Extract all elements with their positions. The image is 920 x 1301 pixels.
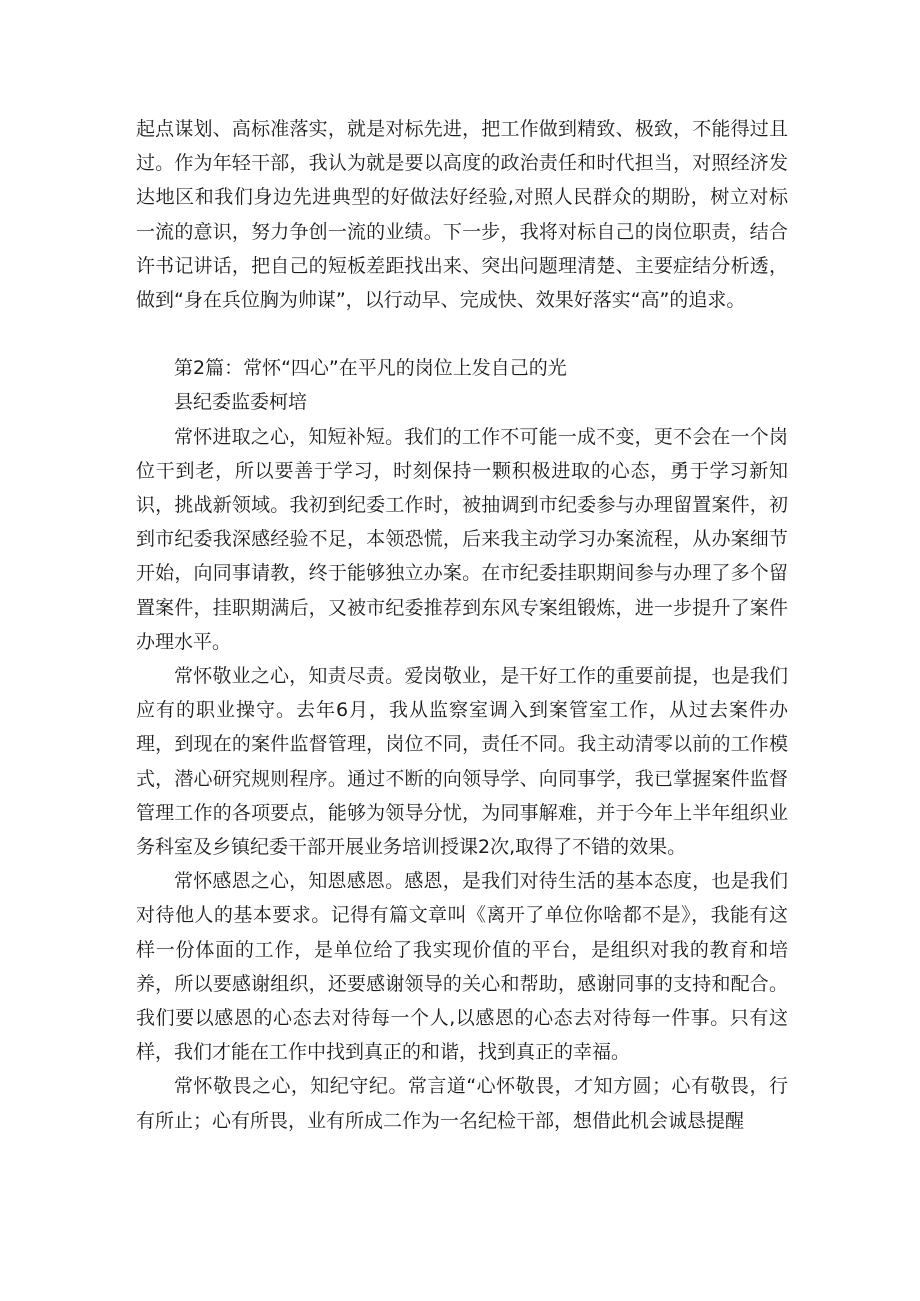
body-paragraph: 常怀感恩之心，知恩感恩。感恩，是我们对待生活的基本态度，也是我们对待他人的基本要求。记得有篇文章叫《离开了单位你啥都不是》，我能有这样一份体面的工作，是单位给了我实现价值的平台，是组织对我的教育和培养，所以要感谢组织，还要感谢领导的关心和帮助，感谢同事的支持和配合。我们要以感恩的心态去对待每一个人,以感恩的心态去对待每一件事。只有这样，我们才能在工作中找到真正的和谐，找到真正的幸福。 [136, 870, 788, 1064]
body-paragraph: 常怀敬畏之心，知纪守纪。常言道“心怀敬畏，才知方圆；心有敬畏，行有所止；心有所畏，业有所成二作为一名纪检干部，想借此机会诚恳提醒 [136, 1075, 788, 1132]
document-body [136, 112, 788, 1138]
body-paragraph: 常怀敬业之心，知责尽责。爱岗敬业，是干好工作的重要前提，也是我们应有的职业操守。去年6月，我从监察室调入到案管室工作，从过去案件办理，到现在的案件监督管理，岗位不同，责任不同。我主动清零以前的工作模式，潜心研究规则程序。通过不断的向领导学、向同事学，我已掌握案件监督管理工作的各项要点，能够为领导分忧，为同事解难，并于今年上半年组织业务科室及乡镇纪委干部开展业务培训授课2次,取得了不错的效果。 [136, 665, 788, 859]
body-paragraph: 常怀进取之心，知短补短。我们的工作不可能一成不变，更不会在一个岗位干到老，所以要善于学习，时刻保持一颗积极进取的心态，勇于学习新知识，挑战新领域。我初到纪委工作时，被抽调到市纪委参与办理留置案件，初到市纪委我深感经验不足，本领恐慌，后来我主动学习办案流程，从办案细节开始，向同事请教，终于能够独立办案。在市纪委挂职期间参与办理了多个留置案件，挂职期满后，又被市纪委推荐到东风专案组锻炼，进一步提升了案件办理水平。 [136, 425, 788, 653]
paragraph-spacer [136, 317, 788, 351]
continuation-paragraph: 起点谋划、高标准落实，就是对标先进，把工作做到精致、极致，不能得过且过。作为年轻干部，我认为就是要以高度的政治责任和时代担当，对照经济发达地区和我们身边先进典型的好做法好经验,对照人民群众的期盼，树立对标一流的意识，努力争创一流的业绩。下一步，我将对标自己的岗位职责，结合许书记讲话，把自己的短板差距找出来、突出问题理清楚、主要症结分析透，做到“身在兵位胸为帅谋”，以行动早、完成快、效果好落实“高”的追求。 [136, 118, 788, 312]
author-line: 县纪委监委柯培 [174, 391, 308, 414]
section-title: 第2篇：常怀“四心”在平凡的岗位上发自己的光 [174, 357, 567, 380]
